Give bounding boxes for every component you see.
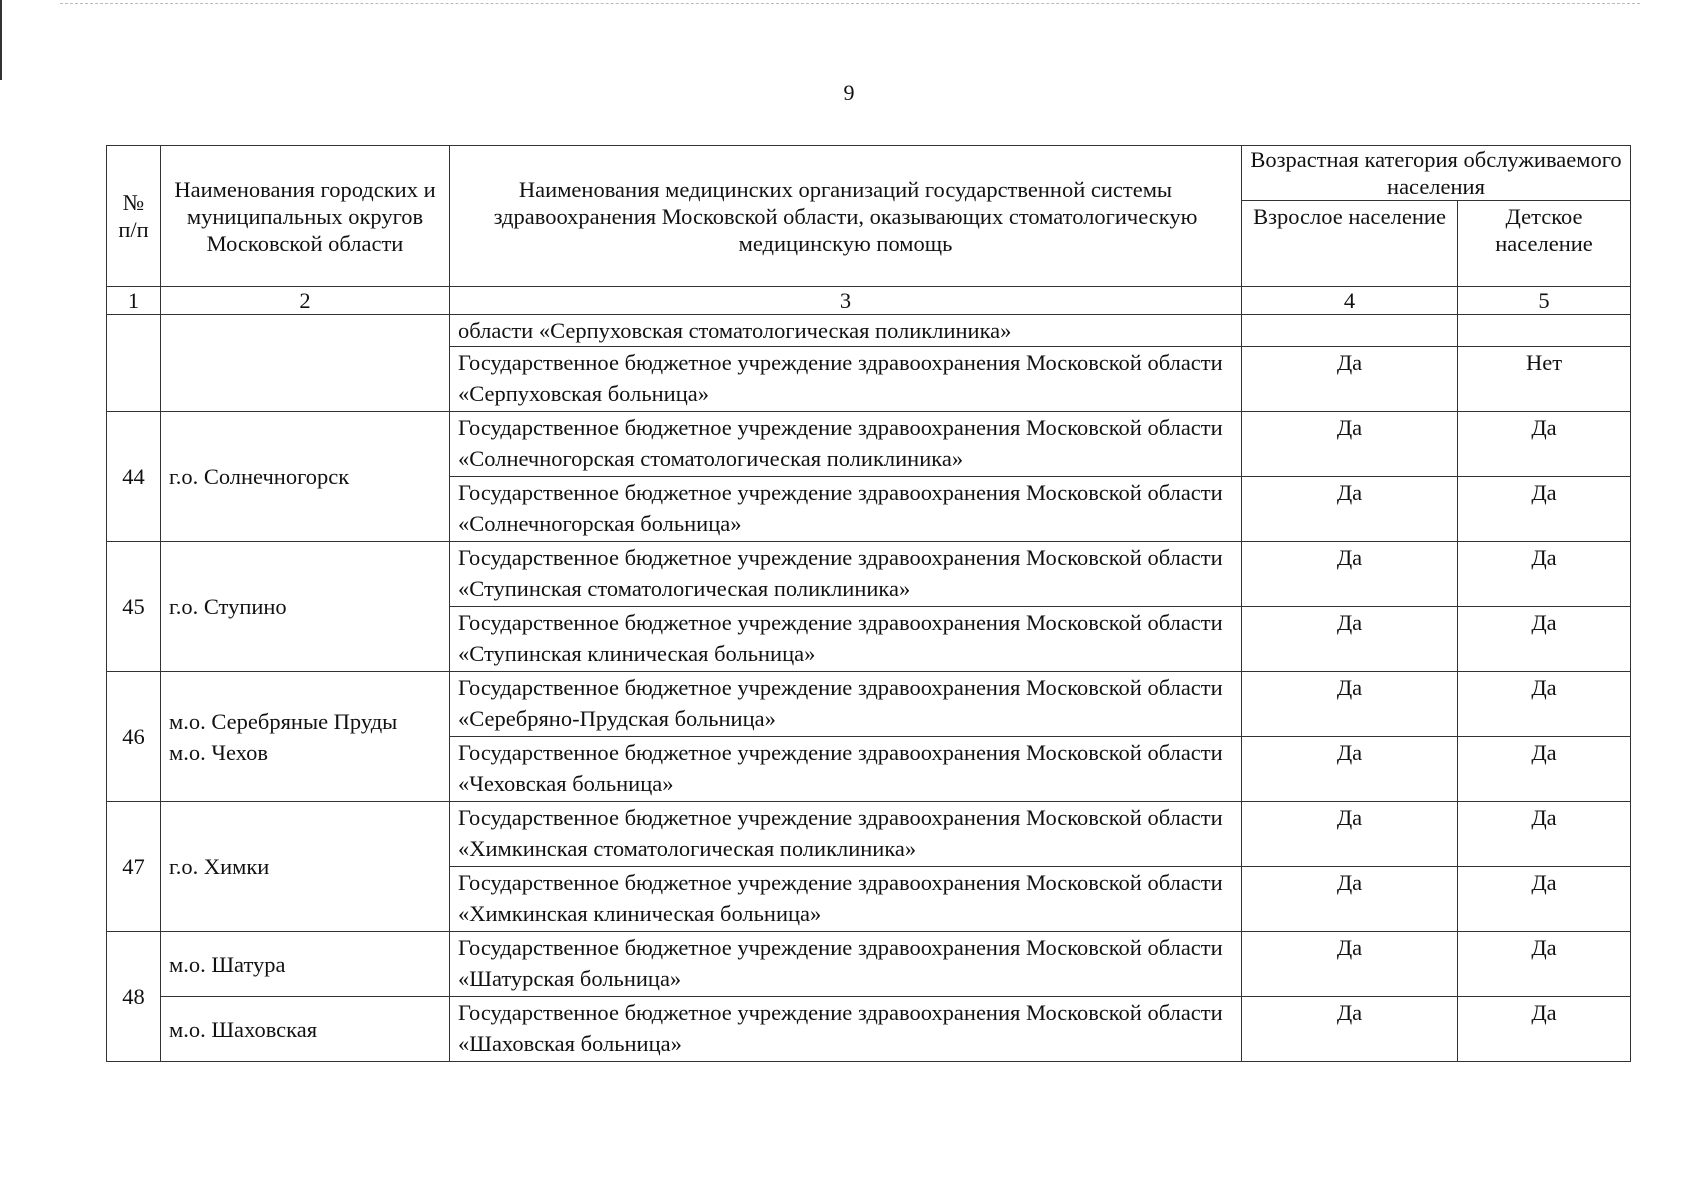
column-number-1: 1 [107,287,161,315]
organization-name: Государственное бюджетное учреждение здравоохранения Московской области «Серебряно-Прудская больница» [450,672,1242,737]
adult-cell: Да [1242,997,1458,1062]
adult-cell: Да [1242,932,1458,997]
table-row [107,315,1631,347]
scan-left-mark [0,0,2,80]
child-cell: Да [1458,412,1631,477]
organization-name: Государственное бюджетное учреждение здравоохранения Московской области «Шатурская больница» [450,932,1242,997]
organization-name: Государственное бюджетное учреждение здравоохранения Московской области «Ступинская стоматологическая поликлиника» [450,542,1242,607]
adult-cell: Да [1242,802,1458,867]
table-row [107,802,1631,867]
district-name: м.о. Серебряные Пруды м.о. Чехов [161,672,450,802]
child-cell: Да [1458,542,1631,607]
adult-cell: Да [1242,347,1458,412]
dental-organizations-table [106,145,1631,1062]
adult-cell [1242,315,1458,347]
row-num-empty [107,315,161,412]
row-number: 45 [107,542,161,672]
child-cell: Да [1458,932,1631,997]
child-cell: Да [1458,802,1631,867]
organization-name: Государственное бюджетное учреждение здравоохранения Московской области «Химкинская стоматологическая поликлиника» [450,802,1242,867]
row-number: 46 [107,672,161,802]
adult-cell: Да [1242,672,1458,737]
header-organization: Наименования медицинских организаций государственной системы здравоохранения Московской области, оказывающих стоматологическую медицинскую помощь [450,146,1242,287]
column-number-5: 5 [1458,287,1631,315]
header-row-1 [107,146,1631,201]
header-adult: Взрослое население [1242,201,1458,287]
child-cell: Да [1458,607,1631,672]
child-cell: Да [1458,867,1631,932]
adult-cell: Да [1242,607,1458,672]
column-number-3: 3 [450,287,1242,315]
adult-cell: Да [1242,412,1458,477]
page-number: 9 [843,80,855,105]
table-row [107,997,1631,1062]
adult-cell: Да [1242,477,1458,542]
organization-name: Государственное бюджетное учреждение здравоохранения Московской области «Химкинская клиническая больница» [450,867,1242,932]
organization-name: Государственное бюджетное учреждение здравоохранения Московской области «Ступинская клиническая больница» [450,607,1242,672]
organization-name: области «Серпуховская стоматологическая поликлиника» [450,315,1242,347]
child-cell: Да [1458,737,1631,802]
column-number-row [107,287,1631,315]
district-name: м.о. Шатура [161,932,450,997]
header-child: Детское население [1458,201,1631,287]
district-name: г.о. Химки [161,802,450,932]
organization-name: Государственное бюджетное учреждение здравоохранения Московской области «Солнечногорская больница» [450,477,1242,542]
district-name: м.о. Шаховская [161,997,450,1062]
organization-name: Государственное бюджетное учреждение здравоохранения Московской области «Солнечногорская стоматологическая поликлиника» [450,412,1242,477]
table-row [107,542,1631,607]
adult-cell: Да [1242,867,1458,932]
table-row [107,672,1631,737]
column-number-2: 2 [161,287,450,315]
table-row [107,412,1631,477]
header-age-category: Возрастная категория обслуживаемого населения [1242,146,1631,201]
row-number: 48 [107,932,161,1062]
organization-name: Государственное бюджетное учреждение здравоохранения Московской области «Чеховская больница» [450,737,1242,802]
row-number: 47 [107,802,161,932]
adult-cell: Да [1242,542,1458,607]
table-row [107,932,1631,997]
child-cell: Да [1458,997,1631,1062]
child-cell: Да [1458,477,1631,542]
child-cell: Нет [1458,347,1631,412]
header-district: Наименования городских и муниципальных округов Московской области [161,146,450,287]
organization-name: Государственное бюджетное учреждение здравоохранения Московской области «Шаховская больница» [450,997,1242,1062]
row-district-empty [161,315,450,412]
row-number: 44 [107,412,161,542]
district-name: г.о. Ступино [161,542,450,672]
district-name: г.о. Солнечногорск [161,412,450,542]
column-number-4: 4 [1242,287,1458,315]
header-num: № п/п [107,146,161,287]
organization-name: Государственное бюджетное учреждение здравоохранения Московской области «Серпуховская больница» [450,347,1242,412]
scan-top-rule [60,3,1640,4]
adult-cell: Да [1242,737,1458,802]
child-cell [1458,315,1631,347]
child-cell: Да [1458,672,1631,737]
